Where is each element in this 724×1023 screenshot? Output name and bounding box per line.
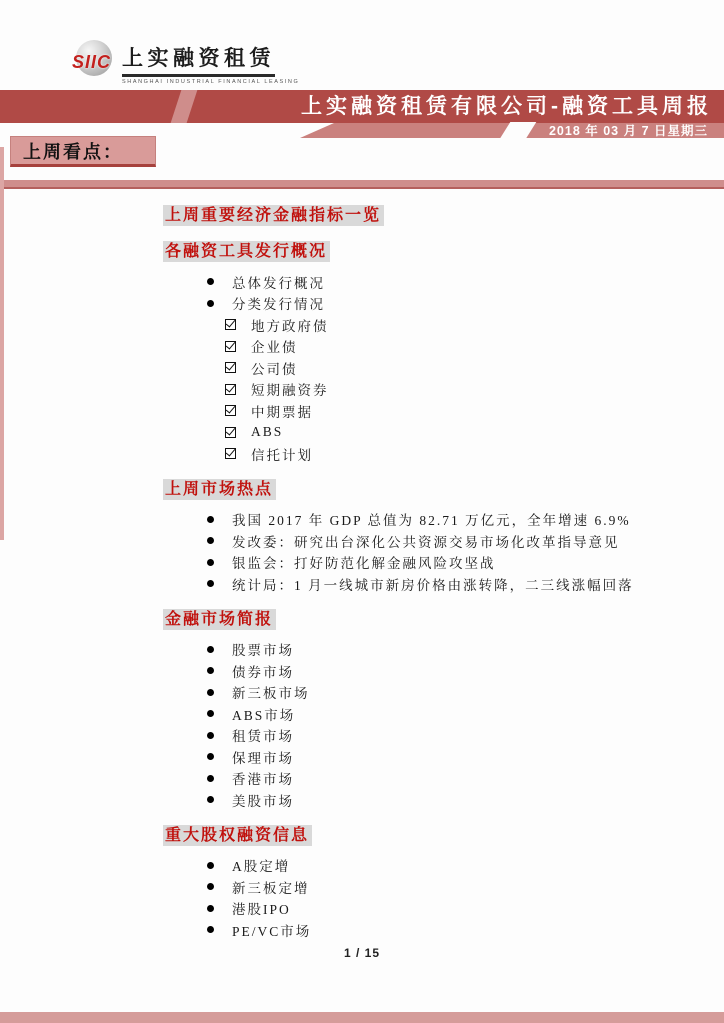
list-item: 分类发行情况 <box>163 293 703 315</box>
list-item: 中期票据 <box>163 400 703 422</box>
bullet-icon <box>207 559 214 566</box>
bullet-icon <box>207 689 214 696</box>
bullet-icon <box>207 926 214 933</box>
list-item: 新三板市场 <box>163 682 703 704</box>
market-brief-list <box>163 639 703 811</box>
toc-content <box>163 197 703 945</box>
section-title-market-hotspots: 上周市场热点 <box>163 479 703 501</box>
bullet-icon <box>207 905 214 912</box>
list-item: 租赁市场 <box>163 725 703 747</box>
issuance-list <box>163 271 703 465</box>
bullet-icon <box>207 862 214 869</box>
section-title-issuance-overview: 各融资工具发行概况 <box>163 241 703 263</box>
highlights-label: 上周看点： <box>10 136 156 167</box>
section-title-market-brief: 金融市场简报 <box>163 609 703 631</box>
report-title: 上实融资租赁有限公司-融资工具周报 <box>301 95 712 118</box>
logo-siic-text: SIIC <box>72 52 112 72</box>
checked-checkbox-icon <box>225 448 236 459</box>
list-item: 我国 2017 年 GDP 总值为 82.71 万亿元，全年增速 6.9% <box>163 509 703 531</box>
list-item: 短期融资券 <box>163 379 703 401</box>
list-item: 总体发行概况 <box>163 271 703 293</box>
list-item: 港股IPO <box>163 898 703 920</box>
title-banner <box>0 90 724 123</box>
list-item: 公司债 <box>163 357 703 379</box>
pink-divider-rule <box>0 180 724 189</box>
report-date: 2018 年 03 月 7 日星期三 <box>548 124 708 138</box>
bullet-icon <box>207 667 214 674</box>
bullet-icon <box>207 580 214 587</box>
section-title-equity-financing: 重大股权融资信息 <box>163 825 703 847</box>
checked-checkbox-icon <box>225 319 236 330</box>
company-logo <box>72 34 299 86</box>
checked-checkbox-icon <box>225 427 236 438</box>
list-item: ABS市场 <box>163 703 703 725</box>
bullet-icon <box>207 537 214 544</box>
list-item: 新三板定增 <box>163 876 703 898</box>
list-item: 美股市场 <box>163 789 703 811</box>
list-item: 股票市场 <box>163 639 703 661</box>
logo-company-name-en: SHANGHAI INDUSTRIAL FINANCIAL LEASING <box>122 79 300 85</box>
hotspots-list <box>163 509 703 595</box>
list-item: PE/VC市场 <box>163 919 703 941</box>
page-number: 1 / 15 <box>343 946 381 960</box>
section-title-indicators: 上周重要经济金融指标一览 <box>163 205 703 227</box>
bullet-icon <box>207 300 214 307</box>
left-edge-stripe <box>0 147 4 540</box>
logo-company-name-cn: 上实融资租赁 <box>122 42 275 77</box>
list-item: ABS <box>163 422 703 444</box>
list-item: 香港市场 <box>163 768 703 790</box>
list-item: 统计局：1 月一线城市新房价格由涨转降，二三线涨幅回落 <box>163 573 703 595</box>
bullet-icon <box>207 796 214 803</box>
checked-checkbox-icon <box>225 341 236 352</box>
checked-checkbox-icon <box>225 362 236 373</box>
list-item: 企业债 <box>163 336 703 358</box>
bullet-icon <box>207 732 214 739</box>
banner-slash-decoration <box>171 90 198 123</box>
checked-checkbox-icon <box>225 384 236 395</box>
list-item: 信托计划 <box>163 443 703 465</box>
checked-checkbox-icon <box>225 405 236 416</box>
bullet-icon <box>207 516 214 523</box>
bullet-icon <box>207 883 214 890</box>
list-item: 保理市场 <box>163 746 703 768</box>
list-item: 债券市场 <box>163 660 703 682</box>
bullet-icon <box>207 753 214 760</box>
list-item: 发改委：研究出台深化公共资源交易市场化改革指导意见 <box>163 530 703 552</box>
list-item: A股定增 <box>163 855 703 877</box>
bullet-icon <box>207 775 214 782</box>
bullet-icon <box>207 646 214 653</box>
list-item: 地方政府债 <box>163 314 703 336</box>
equity-financing-list <box>163 855 703 941</box>
list-item: 银监会：打好防范化解金融风险攻坚战 <box>163 552 703 574</box>
bullet-icon <box>207 710 214 717</box>
bullet-icon <box>207 278 214 285</box>
bottom-edge-bar <box>0 1012 724 1023</box>
